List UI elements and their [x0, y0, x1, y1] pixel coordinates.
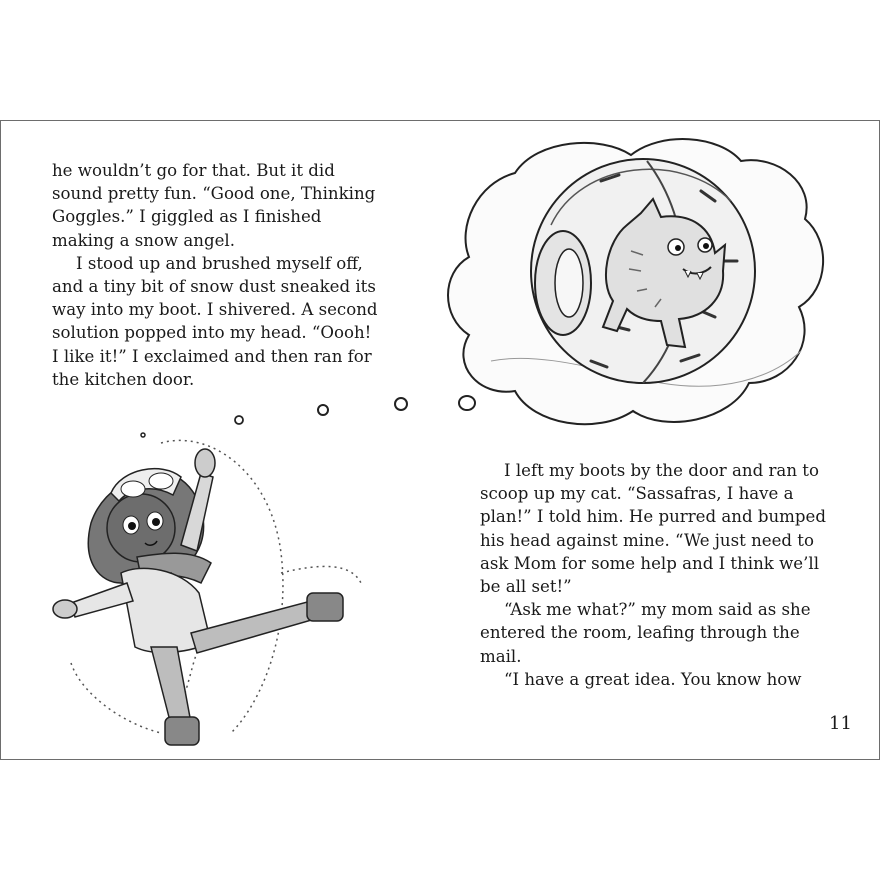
paragraph: I stood up and brushed myself off, and a tiny bit of snow dust sneaked its way into my boot. I shivered. A second solution popped into my head. “Oooh! I like it!” I exclaimed and then ran for the kitchen door. [52, 253, 378, 389]
paragraph: “I have a great idea. You know how [504, 669, 802, 689]
left-text-column [52, 159, 382, 391]
book-page [0, 120, 880, 760]
thought-bubble-illustration [301, 121, 861, 451]
paragraph: I left my boots by the door and ran to scoop up my cat. “Sassafras, I have a plan!” I told him. He purred and bumped his head against mine. “We just need to ask Mom for some help and I think we’ll be all set!” [480, 461, 826, 597]
right-text-column [480, 459, 830, 691]
page-number: 11 [829, 713, 852, 734]
girl-snow-angel-illustration [41, 433, 381, 753]
paragraph: “Ask me what?” my mom said as she entered the room, leafing through the mail. [480, 600, 811, 666]
paragraph: he wouldn’t go for that. But it did sound pretty fun. “Good one, Thinking Goggles.” I giggled as I finished making a snow angel. [52, 161, 376, 250]
